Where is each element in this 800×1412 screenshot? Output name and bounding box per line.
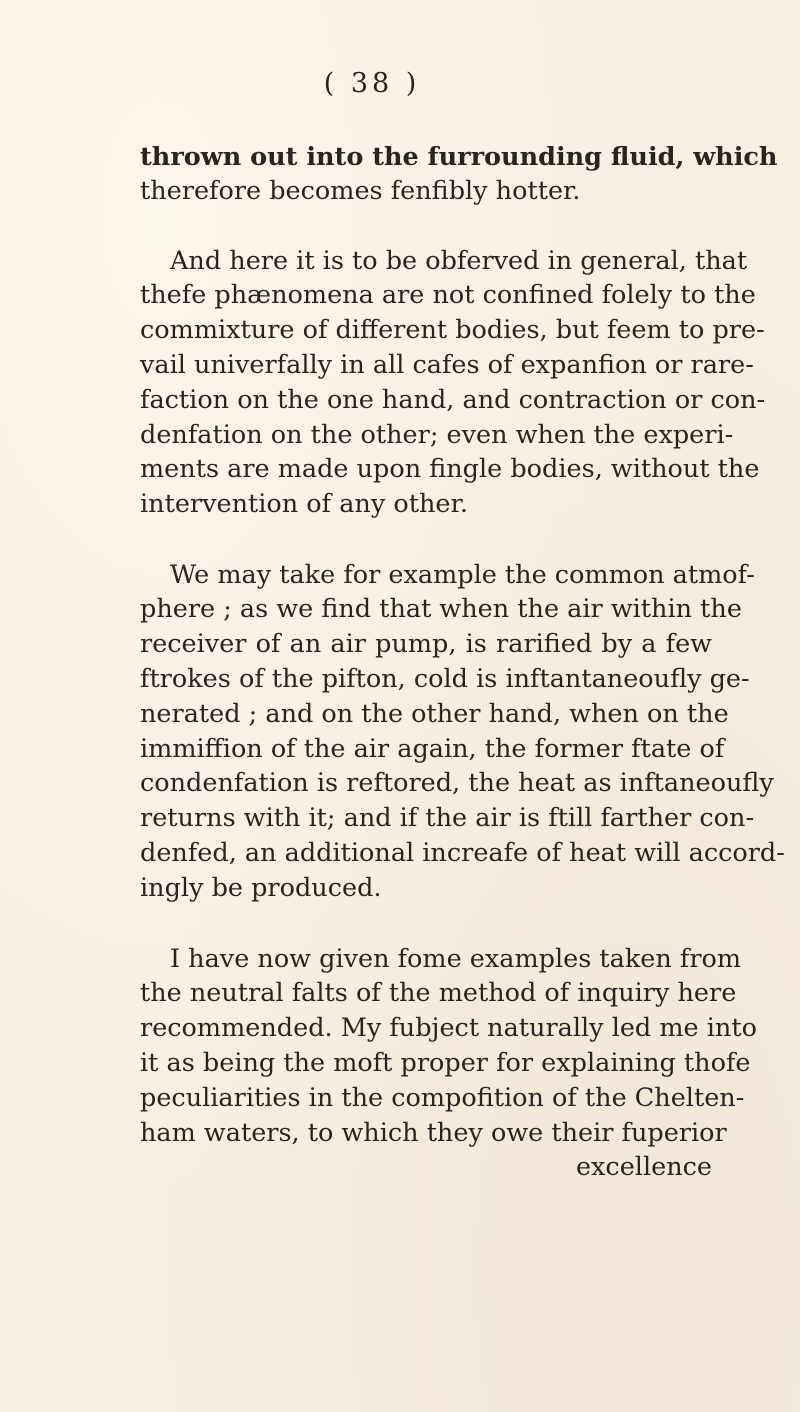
text-line: ments are made upon fingle bodies, without the [140, 454, 760, 484]
text-line: denfed, an additional increafe of heat will accord- [140, 838, 785, 868]
text-line: ham waters, to which they owe their fuperior [140, 1118, 727, 1148]
text-line: receiver of an air pump, is rarified by a few [140, 629, 712, 659]
text-line: We may take for example the common atmof- [170, 560, 755, 590]
text-line: peculiarities in the compofition of the Chelten- [140, 1083, 745, 1113]
text-line: vail univerfally in all cafes of expanfion or rare- [140, 350, 754, 380]
text-line: immiffion of the air again, the former ftate of [140, 734, 725, 764]
text-line: returns with it; and if the air is ftill farther con- [140, 803, 755, 833]
text-line: it as being the moft proper for explaining thofe [140, 1048, 751, 1078]
catchword: excellence [575, 1152, 712, 1182]
text-line: And here it is to be obferved in general, that [170, 246, 748, 276]
text-line: phere ; as we find that when the air within the [140, 594, 742, 624]
text-line: faction on the one hand, and contraction or con- [140, 385, 766, 415]
text-line: commixture of different bodies, but feem to pre- [140, 315, 765, 345]
text-line: ingly be produced. [140, 873, 382, 903]
text-line: intervention of any other. [140, 489, 468, 519]
text-line: thefe phænomena are not confined folely to the [140, 280, 756, 310]
text-line: I have now given fome examples taken from [170, 944, 742, 974]
text-line: thrown out into the furrounding fluid, which [140, 142, 778, 172]
text-line: recommended. My fubject naturally led me into [140, 1013, 757, 1043]
text-line: ftrokes of the pifton, cold is inftantaneoufly ge- [140, 664, 750, 694]
text-line: the neutral falts of the method of inquiry here [140, 978, 737, 1008]
page-number: ( 38 ) [323, 68, 421, 99]
text-line: condenfation is reftored, the heat as inftaneoufly [140, 768, 774, 798]
text-line: denfation on the other; even when the experi- [140, 420, 734, 450]
text-line: nerated ; and on the other hand, when on the [140, 699, 729, 729]
text-line: therefore becomes fenfibly hotter. [140, 176, 581, 206]
